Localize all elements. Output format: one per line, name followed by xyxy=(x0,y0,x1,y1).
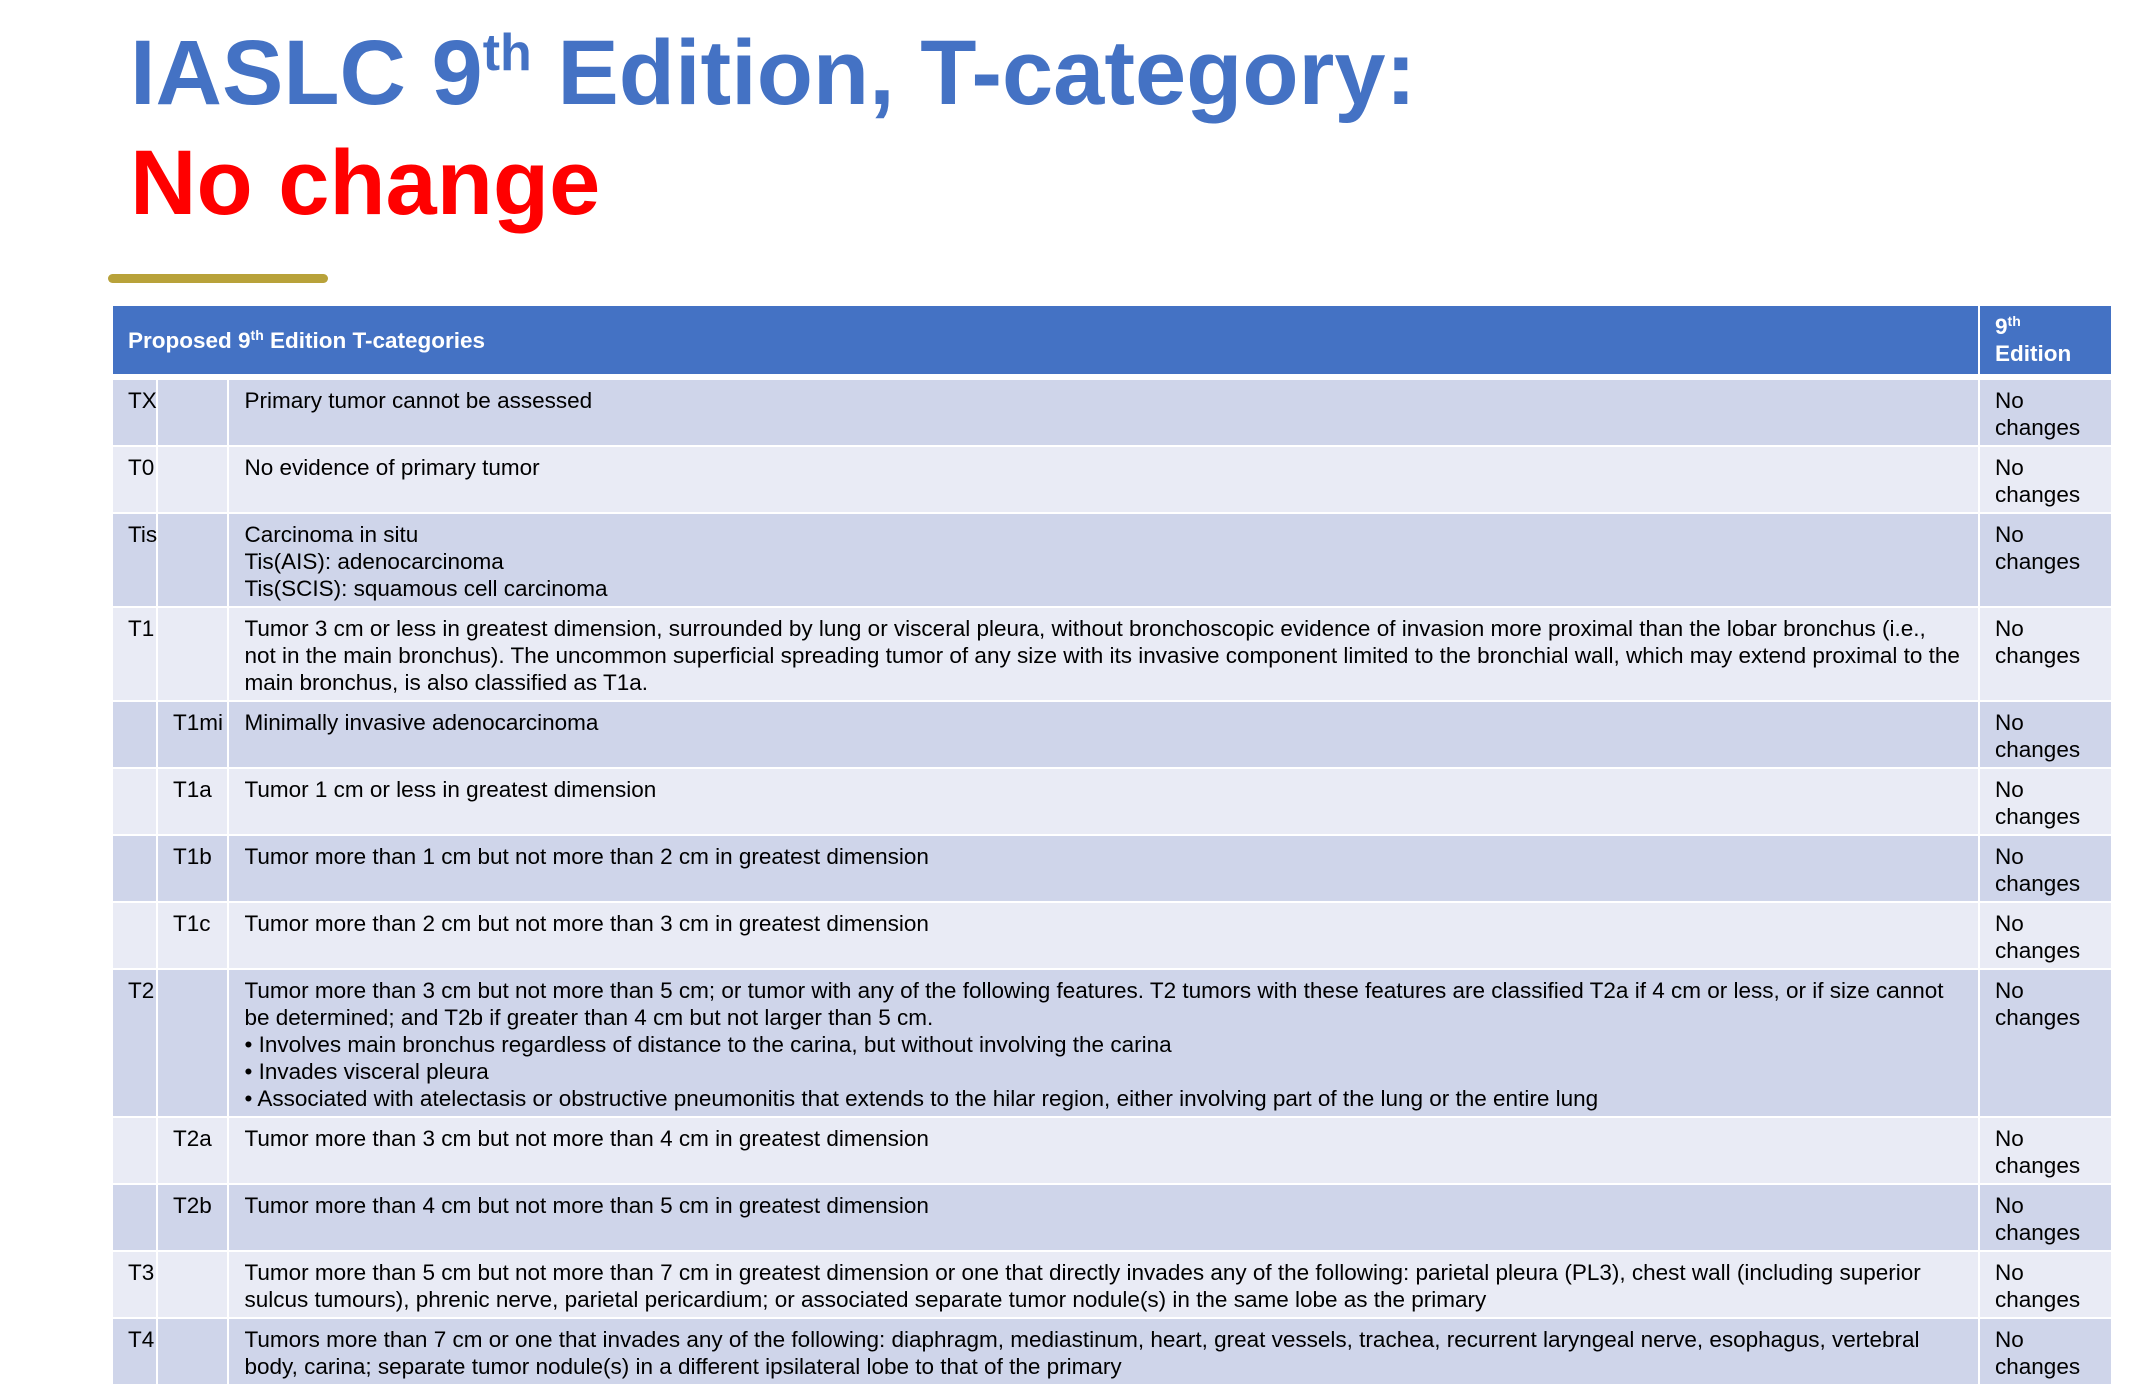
subcategory-cell xyxy=(158,380,229,447)
description-cell xyxy=(229,608,1980,702)
title-superscript: th xyxy=(482,24,532,82)
description-line: Minimally invasive adenocarcinoma xyxy=(244,710,599,735)
description-line: Tis(SCIS): squamous cell carcinoma xyxy=(244,576,608,601)
table-row xyxy=(113,1252,2113,1319)
table-row xyxy=(113,702,2113,769)
category-cell: Tis xyxy=(113,514,158,608)
edition-status-cell: No changes xyxy=(1980,836,2113,903)
subcategory-cell xyxy=(158,514,229,608)
description-cell xyxy=(229,702,1980,769)
category-cell xyxy=(113,836,158,903)
table-row xyxy=(113,970,2113,1118)
description-line: • Invades visceral pleura xyxy=(244,1059,489,1084)
description-cell xyxy=(229,1118,1980,1185)
category-cell xyxy=(113,702,158,769)
category-cell: T4 xyxy=(113,1319,158,1386)
header-proposed: Proposed 9th Edition T-categories xyxy=(113,306,1980,380)
description-line: Tumor more than 2 cm but not more than 3 cm in greatest dimension xyxy=(244,911,929,936)
description-cell xyxy=(229,1185,1980,1252)
edition-status-cell: No changes xyxy=(1980,608,2113,702)
edition-status-cell: No changes xyxy=(1980,447,2113,514)
category-cell xyxy=(113,1118,158,1185)
table-row xyxy=(113,1319,2113,1386)
description-line: Tumors more than 7 cm or one that invades any of the following: diaphragm, mediastinum, heart, great vessels, trachea, recurrent laryngeal nerve, esophagus, vertebral body, carina; separate tumor nodule(s) in a different ipsilateral lobe to that of the primary xyxy=(244,1327,1920,1379)
table-row xyxy=(113,1118,2113,1185)
description-cell xyxy=(229,970,1980,1118)
edition-status-cell: No changes xyxy=(1980,1319,2113,1386)
description-line: No evidence of primary tumor xyxy=(244,455,540,480)
description-line: Tumor 1 cm or less in greatest dimension xyxy=(244,777,657,802)
category-cell: T0 xyxy=(113,447,158,514)
subcategory-cell xyxy=(158,608,229,702)
t-category-table xyxy=(113,306,2113,1386)
description-cell xyxy=(229,903,1980,970)
edition-status-cell: No changes xyxy=(1980,1185,2113,1252)
accent-underline xyxy=(108,274,328,283)
category-cell: T1 xyxy=(113,608,158,702)
subcategory-cell xyxy=(158,1252,229,1319)
title-suffix: Edition, T-category: xyxy=(531,22,1417,124)
subcategory-cell: T2a xyxy=(158,1118,229,1185)
edition-status-cell: No changes xyxy=(1980,1252,2113,1319)
edition-status-cell: No changes xyxy=(1980,1118,2113,1185)
description-line: • Associated with atelectasis or obstructive pneumonitis that extends to the hilar region, either involving part of the lung or the entire lung xyxy=(244,1086,1599,1111)
category-cell xyxy=(113,769,158,836)
description-cell xyxy=(229,1319,1980,1386)
description-cell xyxy=(229,1252,1980,1319)
table-row xyxy=(113,903,2113,970)
category-cell: TX xyxy=(113,380,158,447)
edition-status-cell: No changes xyxy=(1980,380,2113,447)
subcategory-cell xyxy=(158,447,229,514)
subcategory-cell xyxy=(158,970,229,1118)
slide-title xyxy=(130,18,1416,238)
table-row xyxy=(113,836,2113,903)
description-line: Tumor 3 cm or less in greatest dimension, surrounded by lung or visceral pleura, without bronchoscopic evidence of invasion more proximal than the lobar bronchus (i.e., not in the main bronchus). The uncommon superficial spreading tumor of any size with its invasive component limited to the bronchial wall, which may extend proximal to the main bronchus, is also classified as T1a. xyxy=(244,616,1960,695)
description-line: Primary tumor cannot be assessed xyxy=(244,388,593,413)
subcategory-cell: T1c xyxy=(158,903,229,970)
table-row xyxy=(113,769,2113,836)
description-line: Carcinoma in situ xyxy=(244,522,419,547)
subcategory-cell: T1a xyxy=(158,769,229,836)
description-line: Tumor more than 3 cm but not more than 4 cm in greatest dimension xyxy=(244,1126,929,1151)
table-row xyxy=(113,447,2113,514)
description-line: Tumor more than 1 cm but not more than 2 cm in greatest dimension xyxy=(244,844,929,869)
description-cell xyxy=(229,380,1980,447)
edition-status-cell: No changes xyxy=(1980,903,2113,970)
edition-status-cell: No changes xyxy=(1980,514,2113,608)
description-line: Tis(AIS): adenocarcinoma xyxy=(244,549,504,574)
title-line-1 xyxy=(130,18,1416,128)
subcategory-cell: T2b xyxy=(158,1185,229,1252)
subcategory-cell: T1mi xyxy=(158,702,229,769)
category-cell: T3 xyxy=(113,1252,158,1319)
table-row xyxy=(113,1185,2113,1252)
edition-status-cell: No changes xyxy=(1980,769,2113,836)
description-line: • Involves main bronchus regardless of distance to the carina, but without involving the carina xyxy=(244,1032,1172,1057)
category-cell xyxy=(113,903,158,970)
table-row xyxy=(113,514,2113,608)
edition-status-cell: No changes xyxy=(1980,702,2113,769)
description-cell xyxy=(229,514,1980,608)
edition-status-cell: No changes xyxy=(1980,970,2113,1118)
description-line: Tumor more than 3 cm but not more than 5 cm; or tumor with any of the following features. T2 tumors with these features are classified T2a if 4 cm or less, or if size cannot be determined; and T2b if greater than 4 cm but not larger than 5 cm. xyxy=(244,978,1944,1030)
description-line: Tumor more than 5 cm but not more than 7 cm in greatest dimension or one that directly invades any of the following: parietal pleura (PL3), chest wall (including superior sulcus tumours), phrenic nerve, parietal pericardium; or associated separate tumor nodule(s) in the same lobe as the primary xyxy=(244,1260,1921,1312)
category-cell xyxy=(113,1185,158,1252)
table-row xyxy=(113,608,2113,702)
header-edition: 9th Edition xyxy=(1980,306,2113,380)
title-no-change: No change xyxy=(130,132,601,234)
subcategory-cell xyxy=(158,1319,229,1386)
description-cell xyxy=(229,836,1980,903)
category-cell: T2 xyxy=(113,970,158,1118)
description-cell xyxy=(229,769,1980,836)
title-prefix: IASLC 9 xyxy=(130,22,483,124)
description-cell xyxy=(229,447,1980,514)
table-header-row xyxy=(113,306,2113,380)
table-row xyxy=(113,380,2113,447)
description-line: Tumor more than 4 cm but not more than 5 cm in greatest dimension xyxy=(244,1193,929,1218)
subcategory-cell: T1b xyxy=(158,836,229,903)
